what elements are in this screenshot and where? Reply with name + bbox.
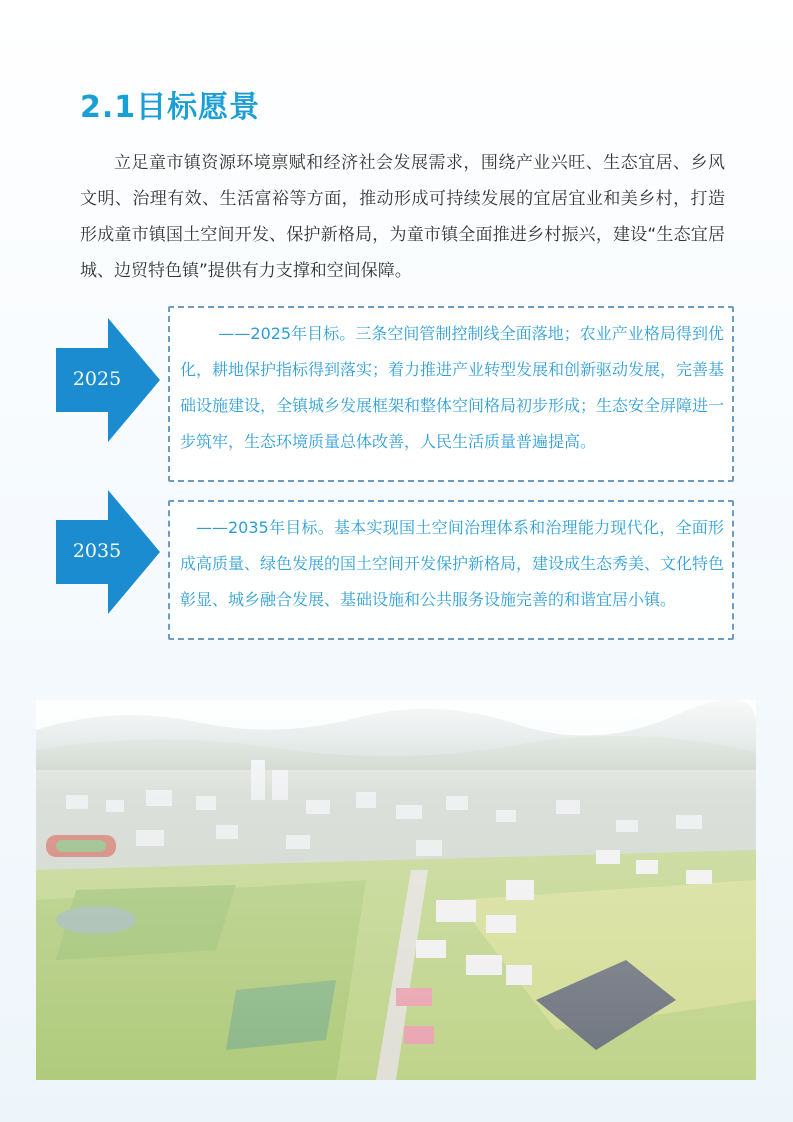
landscape-illustration <box>36 700 756 1080</box>
section-title: 2.1目标愿景 <box>80 90 261 125</box>
year-label: 2035 <box>72 540 122 562</box>
goal-text: ——2035年目标。基本实现国土空间治理体系和治理能力现代化，全面形成高质量、绿色发展的国土空间开发保护新格局，建设成生态秀美、文化特色彰显、城乡融合发展、基础设施和公共服务设施完善的和谐宜居小镇。 <box>180 518 725 609</box>
intro-paragraph: 立足童市镇资源环境禀赋和经济社会发展需求，围绕产业兴旺、生态宜居、乡风文明、治理有效、生活富裕等方面，推动形成可持续发展的宜居宜业和美乡村，打造形成童市镇国土空间开发、保护新格局，为童市镇全面推进乡村振兴，建设“生态宜居城、边贸特色镇”提供有力支撑和空间保障。 <box>80 153 725 281</box>
goal-box-2025 <box>168 306 734 482</box>
goal-box-2035 <box>168 500 734 640</box>
year-arrow-2025 <box>56 318 160 442</box>
year-label: 2025 <box>72 368 122 390</box>
goal-text: ——2025年目标。三条空间管制控制线全面落地；农业产业格局得到优化，耕地保护指标得到落实；着力推进产业转型发展和创新驱动发展，完善基础设施建设，全镇城乡发展框架和整体空间格局初步形成；生态安全屏障进一步筑牢，生态环境质量总体改善，人民生活质量普遍提高。 <box>180 324 725 451</box>
year-arrow-2035 <box>56 490 160 614</box>
aerial-village-photo <box>36 700 756 1080</box>
